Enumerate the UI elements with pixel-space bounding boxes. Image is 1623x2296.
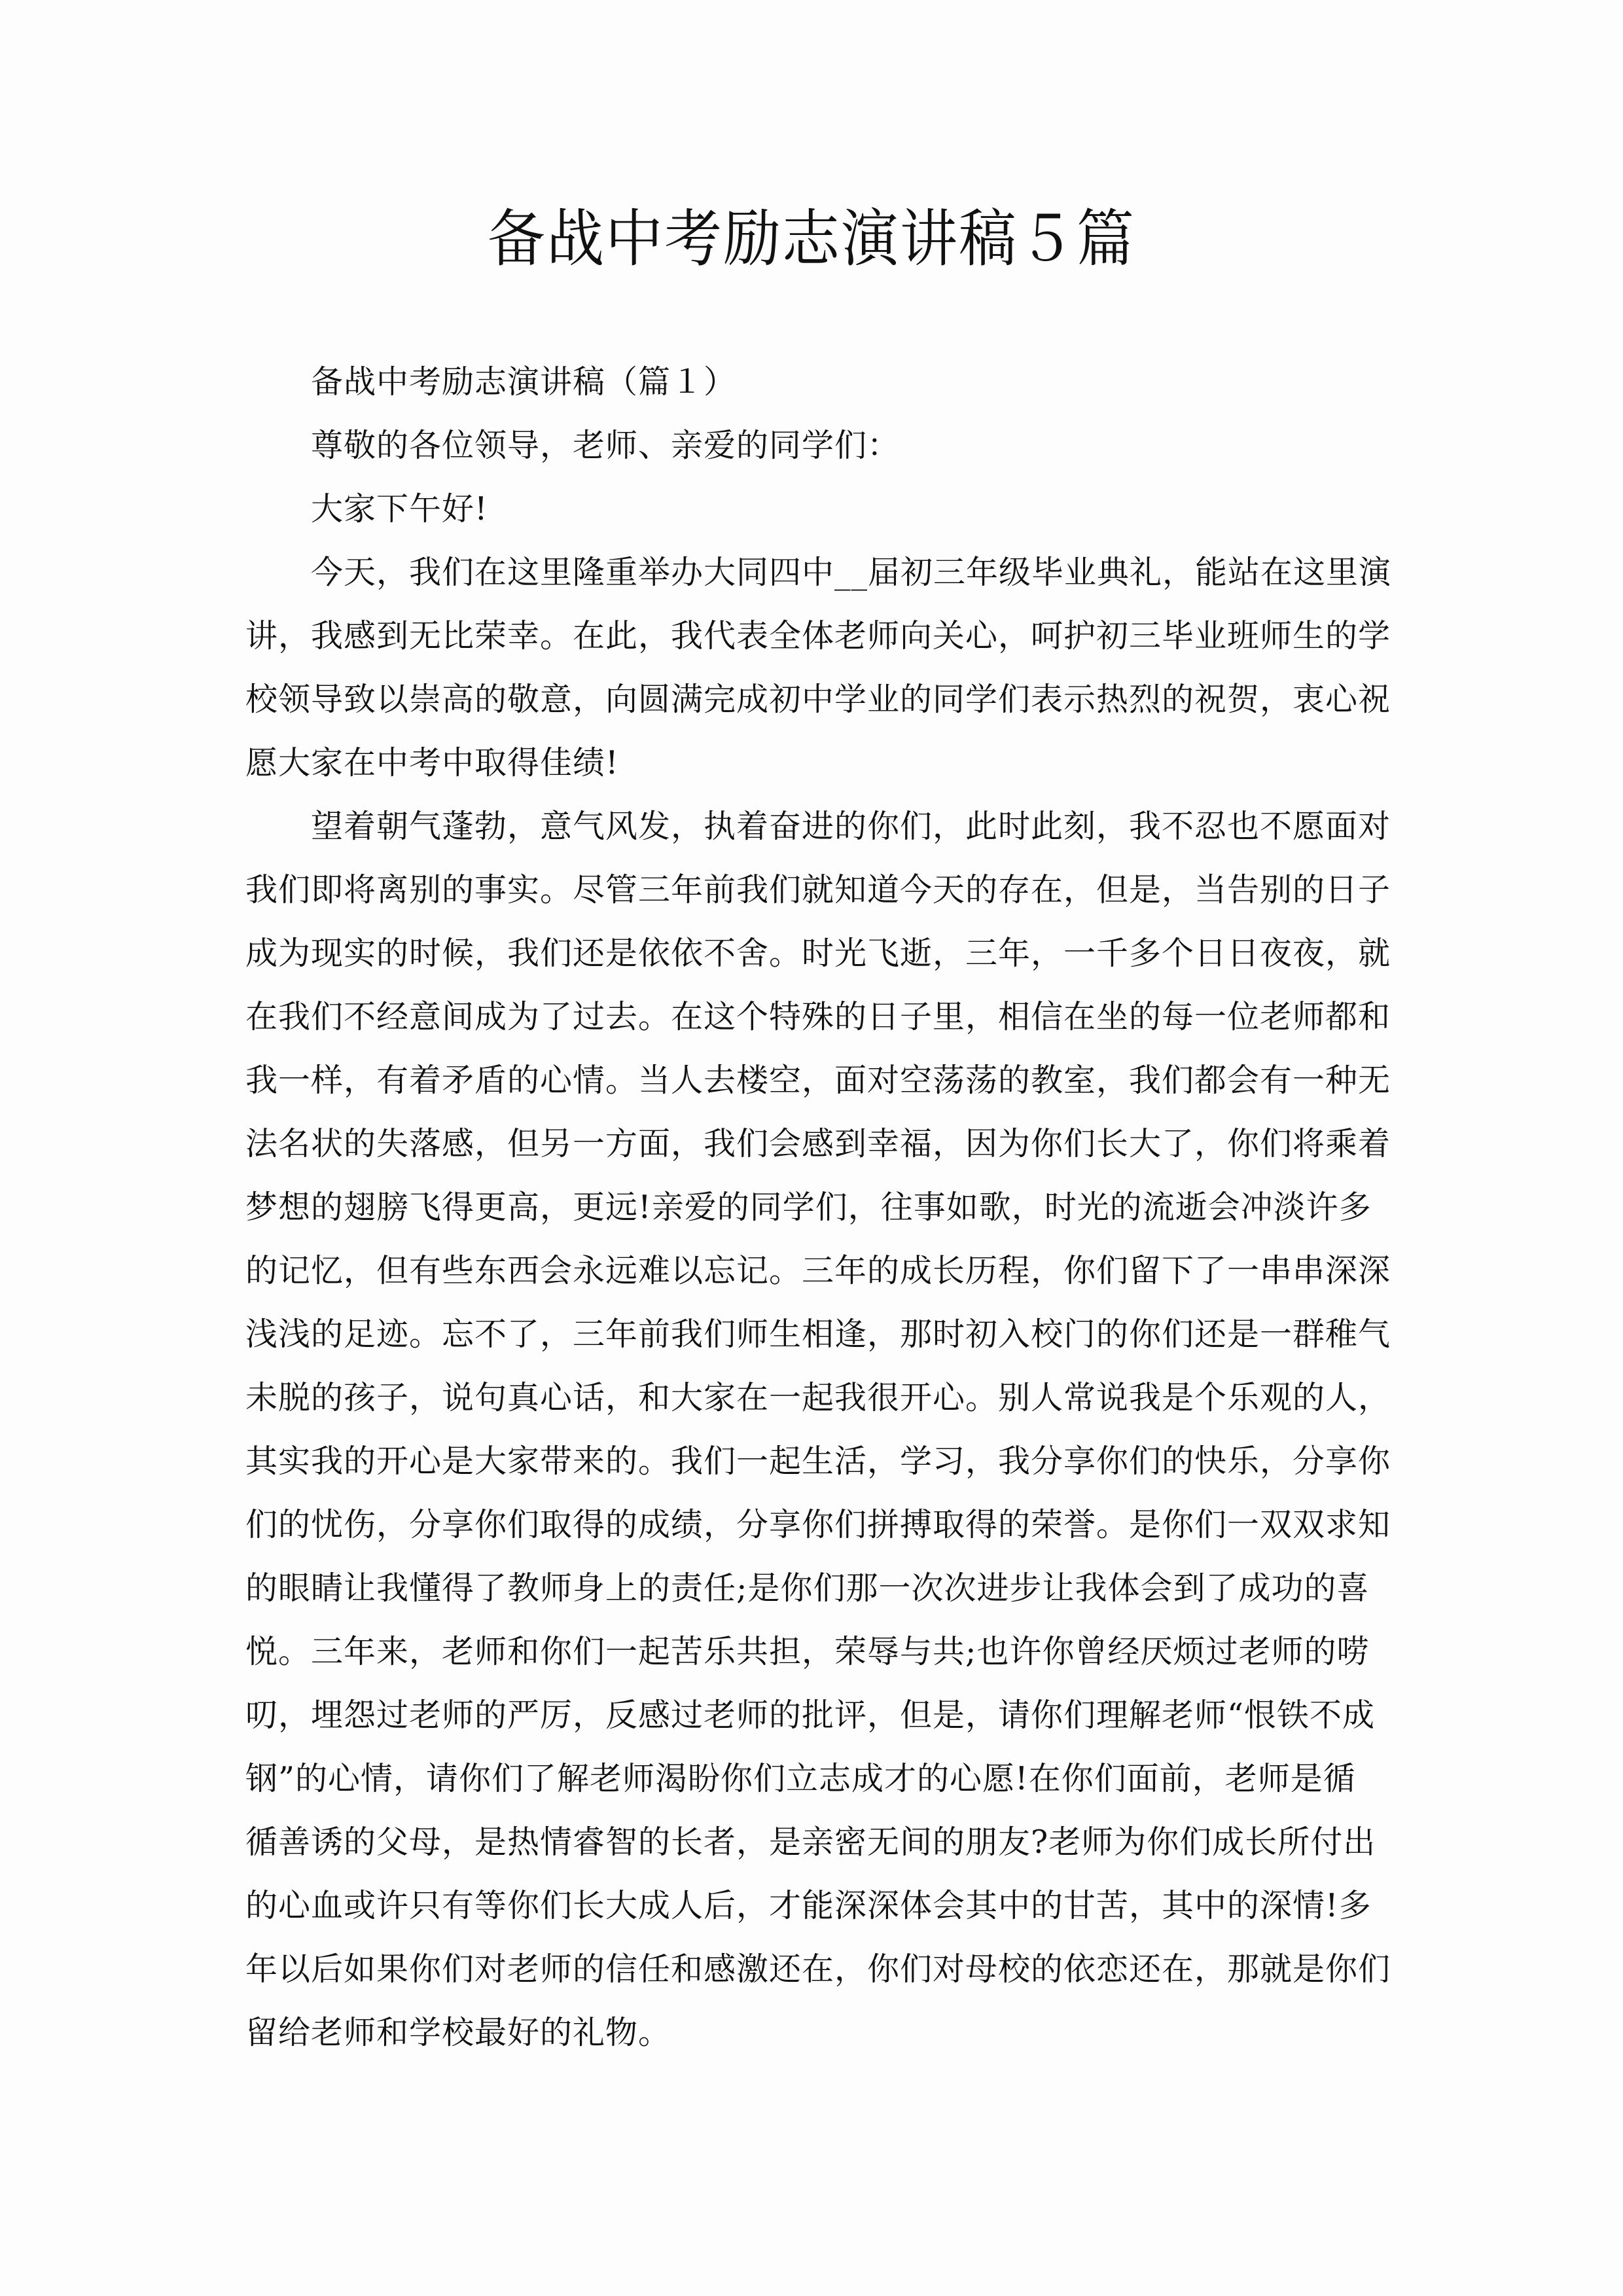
paragraph-line: 留给老师和学校最好的礼物。 [245,2014,671,2051]
paragraph-line: 年以后如果你们对老师的信任和感激还在，你们对母校的依恋还在，那就是你们 [245,1950,1391,1988]
paragraph-line: 的眼睛让我懂得了教师身上的责任;是你们那一次次进步让我体会到了成功的喜 [245,1570,1370,1607]
paragraph-line: 的记忆，但有些东西会永远难以忘记。三年的成长历程，你们留下了一串串深深 [245,1252,1391,1289]
paragraph-line: 循善诱的父母，是热情睿智的长者，是亲密无间的朋友?老师为你们成长所付出 [245,1823,1376,1861]
paragraph-line: 梦想的翅膀飞得更高，更远!亲爱的同学们，往事如歌，时光的流逝会冲淡许多 [245,1189,1372,1226]
paragraph-line: 浅浅的足迹。忘不了，三年前我们师生相逢，那时初入校门的你们还是一群稚气 [245,1316,1391,1353]
paragraph-line: 讲，我感到无比荣幸。在此，我代表全体老师向关心，呵护初三毕业班师生的学 [245,617,1391,655]
paragraph-line: 法名状的失落感，但另一方面，我们会感到幸福，因为你们长大了，你们将乘着 [245,1125,1391,1162]
greeting: 大家下午好! [311,490,488,528]
paragraph-line: 的心血或许只有等你们长大成人后，才能深深体会其中的甘苦，其中的深情!多 [245,1887,1372,1924]
paragraph-line: 悦。三年来，老师和你们一起苦乐共担，荣辱与共;也许你曾经厌烦过老师的唠 [245,1633,1370,1670]
paragraph-line: 今天，我们在这里隆重举办大同四中__届初三年级毕业典礼，能站在这里演 [311,554,1392,591]
paragraph-line: 成为现实的时候，我们还是依依不舍。时光飞逝，三年，一千多个日日夜夜，就 [245,935,1391,972]
paragraph-line: 在我们不经意间成为了过去。在这个特殊的日子里，相信在坐的每一位老师都和 [245,998,1391,1035]
paragraph-line: 校领导致以崇高的敬意，向圆满完成初中学业的同学们表示热烈的祝贺，衷心祝 [245,681,1391,718]
paragraph-line: 望着朝气蓬勃，意气风发，执着奋进的你们，此时此刻，我不忍也不愿面对 [311,808,1391,845]
paragraph-line: 其实我的开心是大家带来的。我们一起生活，学习，我分享你们的快乐，分享你 [245,1443,1391,1480]
paragraph-line: 钢”的心情，请你们了解老师渴盼你们立志成才的心愿!在你们面前，老师是循 [245,1760,1356,1797]
paragraph-line: 们的忧伤，分享你们取得的成绩，分享你们拼搏取得的荣誉。是你们一双双求知 [245,1506,1391,1543]
section-heading: 备战中考励志演讲稿（篇１） [311,363,737,401]
paragraph-line: 愿大家在中考中取得佳绩! [245,744,619,781]
salutation: 尊敬的各位领导，老师、亲爱的同学们： [311,427,901,464]
paragraph-line: 我一样，有着矛盾的心情。当人去楼空，面对空荡荡的教室，我们都会有一种无 [245,1062,1391,1099]
paragraph-line: 叨，埋怨过老师的严厉，反感过老师的批评，但是，请你们理解老师“恨铁不成 [245,1696,1376,1734]
paragraph-line: 我们即将离别的事实。尽管三年前我们就知道今天的存在，但是，当告别的日子 [245,871,1391,908]
document-title: 备战中考励志演讲稿５篇 [487,202,1135,276]
document-body [245,350,1397,2064]
paragraph-1 [245,541,1397,795]
paragraph-2 [245,795,1397,2064]
paragraph-line: 未脱的孩子，说句真心话，和大家在一起我很开心。别人常说我是个乐观的人， [245,1379,1391,1416]
